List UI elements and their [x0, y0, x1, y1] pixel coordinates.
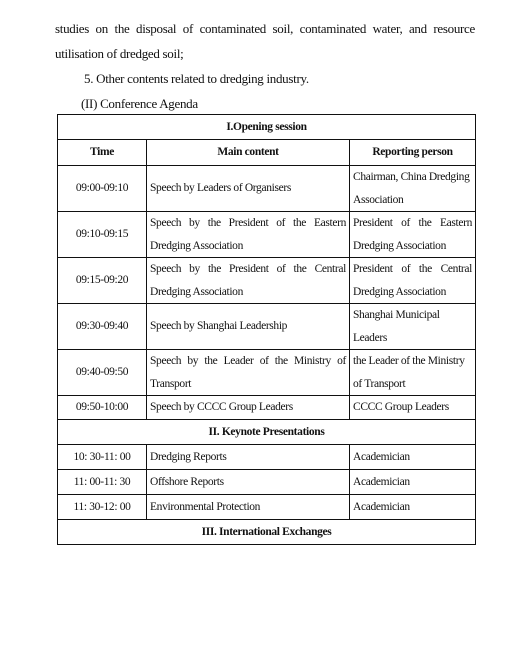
- content-cell: Speech by the President of the Eastern Dredging Association: [147, 212, 350, 258]
- person-cell: President of the Central Dredging Association: [350, 258, 476, 304]
- section-title-keynote: II. Keynote Presentations: [58, 420, 476, 445]
- section-title-international: III. International Exchanges: [58, 520, 476, 545]
- section-title-opening: I.Opening session: [58, 115, 476, 140]
- time-cell: 11: 30-12: 00: [58, 495, 147, 520]
- section-row-opening: [58, 115, 476, 140]
- list-item-5: 5. Other contents related to dredging industry.: [84, 71, 309, 86]
- person-cell: President of the Eastern Dredging Association: [350, 212, 476, 258]
- content-cell: Speech by Shanghai Leadership: [147, 304, 350, 350]
- time-cell: 09:30-09:40: [58, 304, 147, 350]
- table-row: [58, 495, 476, 520]
- content-cell: Dredging Reports: [147, 445, 350, 470]
- table-row: [58, 304, 476, 350]
- person-cell: Shanghai Municipal Leaders: [350, 304, 476, 350]
- header-row: [58, 140, 476, 166]
- table-row: [58, 166, 476, 212]
- header-main-content: Main content: [147, 140, 350, 166]
- person-cell: Academician: [350, 470, 476, 495]
- table-row: [58, 396, 476, 420]
- time-cell: 09:40-09:50: [58, 350, 147, 396]
- time-cell: 09:10-09:15: [58, 212, 147, 258]
- content-cell: Speech by Leaders of Organisers: [147, 166, 350, 212]
- person-cell: Chairman, China Dredging Association: [350, 166, 476, 212]
- conference-agenda-table: [57, 114, 476, 545]
- time-cell: 11: 00-11: 30: [58, 470, 147, 495]
- content-cell: Speech by the President of the Central Dredging Association: [147, 258, 350, 304]
- intro-paragraph: [55, 16, 475, 66]
- section-row-keynote: [58, 420, 476, 445]
- table-row: [58, 212, 476, 258]
- intro-line-2: utilisation of dredged soil;: [55, 46, 184, 61]
- table-row: [58, 445, 476, 470]
- time-cell: 09:00-09:10: [58, 166, 147, 212]
- content-cell: Speech by the Leader of the Ministry of Transport: [147, 350, 350, 396]
- person-cell: Academician: [350, 495, 476, 520]
- table-row: [58, 350, 476, 396]
- table-row: [58, 258, 476, 304]
- time-cell: 10: 30-11: 00: [58, 445, 147, 470]
- person-cell: Academician: [350, 445, 476, 470]
- time-cell: 09:15-09:20: [58, 258, 147, 304]
- time-cell: 09:50-10:00: [58, 396, 147, 420]
- content-cell: Offshore Reports: [147, 470, 350, 495]
- person-cell: CCCC Group Leaders: [350, 396, 476, 420]
- header-time: Time: [58, 140, 147, 166]
- table-row: [58, 470, 476, 495]
- content-cell: Environmental Protection: [147, 495, 350, 520]
- agenda-heading: (II) Conference Agenda: [81, 96, 198, 111]
- content-cell: Speech by CCCC Group Leaders: [147, 396, 350, 420]
- intro-line-1: studies on the disposal of contaminated soil, contaminated water, and resource: [55, 21, 475, 36]
- person-cell: the Leader of the Ministry of Transport: [350, 350, 476, 396]
- section-row-international: [58, 520, 476, 545]
- header-reporting-person: Reporting person: [350, 140, 476, 166]
